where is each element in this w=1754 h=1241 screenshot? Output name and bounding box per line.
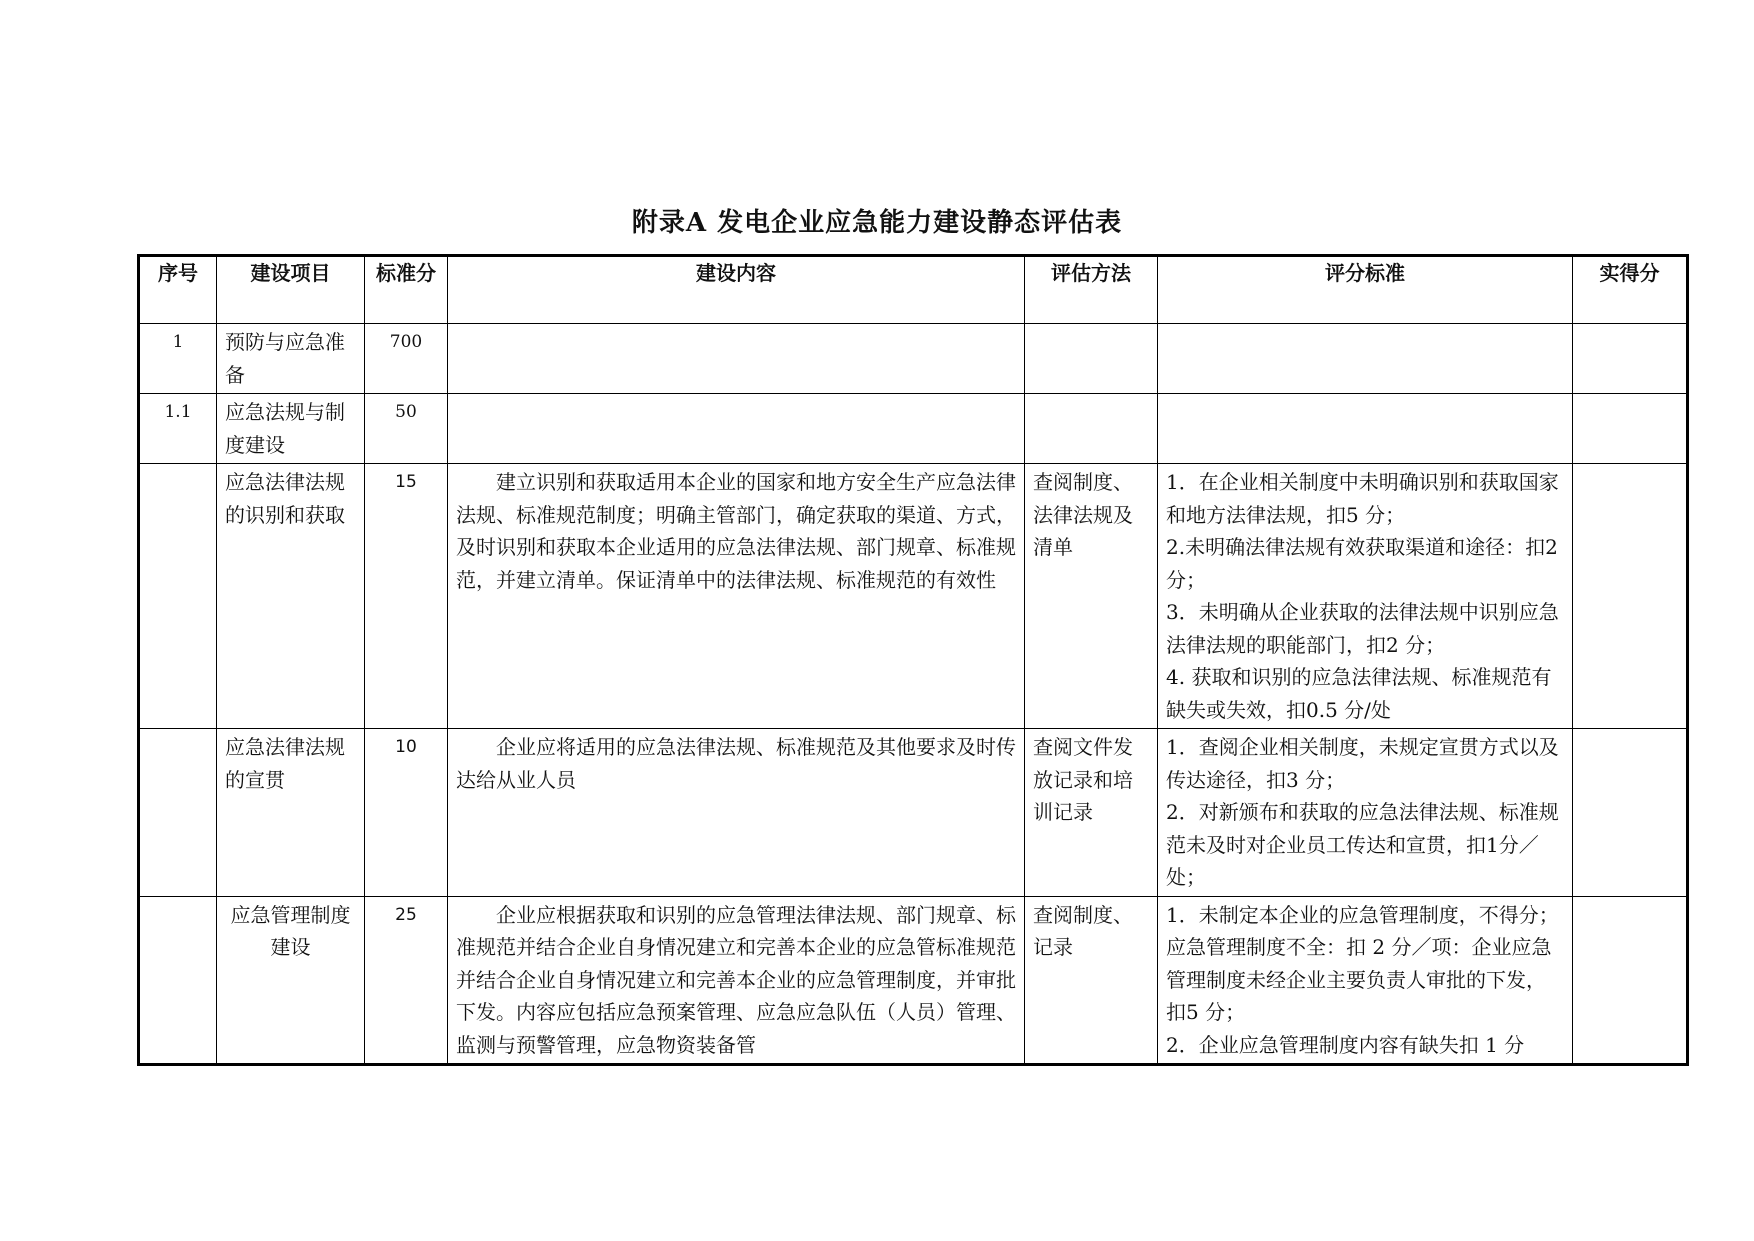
row-criteria: [1158, 464, 1573, 729]
criteria-line: 2.未明确法律法规有效获取渠道和途径：扣2 分；: [1166, 535, 1558, 592]
criteria-line: 2．对新颁布和获取的应急法律法规、标准规范未及时对企业员工传达和宣贯，扣1分／处；: [1166, 800, 1559, 889]
row-score: 50: [365, 394, 448, 464]
row-criteria: [1158, 394, 1573, 464]
row-item: 预防与应急准备: [217, 324, 365, 394]
row-content: [448, 394, 1025, 464]
row-method: 查阅制度、法律法规及清单: [1025, 464, 1158, 729]
row-method: [1025, 394, 1158, 464]
row-content: [448, 324, 1025, 394]
header-no: 序号: [139, 256, 217, 324]
row-actual: [1573, 464, 1688, 729]
header-method: 评估方法: [1025, 256, 1158, 324]
row-actual: [1573, 324, 1688, 394]
row-score: 700: [365, 324, 448, 394]
row-method: 查阅文件发放记录和培训记录: [1025, 729, 1158, 897]
criteria-line: 2．企业应急管理制度内容有缺失扣 1 分: [1166, 1032, 1525, 1057]
row-no: [139, 896, 217, 1065]
page-title: 附录A 发电企业应急能力建设静态评估表: [631, 208, 1123, 238]
row-item: 应急法律法规的识别和获取: [217, 464, 365, 729]
header-content: 建设内容: [448, 256, 1025, 324]
row-item: 应急管理制度建设: [217, 896, 365, 1065]
row-method: 查阅制度、记录: [1025, 896, 1158, 1065]
row-content: 企业应将适用的应急法律法规、标准规范及其他要求及时传达给从业人员: [448, 729, 1025, 897]
row-item: 应急法律法规的宣贯: [217, 729, 365, 897]
row-criteria: [1158, 896, 1573, 1065]
header-actual: 实得分: [1573, 256, 1688, 324]
row-score: 15: [365, 464, 448, 729]
criteria-line: 1．查阅企业相关制度，未规定宣贯方式以及传达途径，扣3 分；: [1166, 735, 1559, 792]
criteria-line: 4. 获取和识别的应急法律法规、标准规范有缺失或失效，扣0.5 分/处: [1166, 665, 1552, 722]
row-actual: [1573, 729, 1688, 897]
table-row: [139, 464, 1688, 729]
row-score: 10: [365, 729, 448, 897]
criteria-line: 1．在企业相关制度中未明确识别和获取国家和地方法律法规，扣5 分；: [1166, 470, 1559, 527]
row-actual: [1573, 896, 1688, 1065]
row-content: 建立识别和获取适用本企业的国家和地方安全生产应急法律法规、标准规范制度；明确主管部门，确定获取的渠道、方式，及时识别和获取本企业适用的应急法律法规、部门规章、标准规范，并建立清单。保证清单中的法律法规、标准规范的有效性: [448, 464, 1025, 729]
table-header-row: [139, 256, 1688, 324]
table-row: [139, 896, 1688, 1065]
row-criteria: [1158, 729, 1573, 897]
criteria-line: 1．未制定本企业的应急管理制度，不得分；应急管理制度不全：扣 2 分／项：企业应急管理制度未经企业主要负责人审批的下发，扣5 分；: [1166, 902, 1559, 1024]
table-row: [139, 729, 1688, 897]
row-criteria: [1158, 324, 1573, 394]
row-actual: [1573, 394, 1688, 464]
row-score: 25: [365, 896, 448, 1065]
row-no: 1.1: [139, 394, 217, 464]
table-row: [139, 394, 1688, 464]
header-item: 建设项目: [217, 256, 365, 324]
criteria-line: 3．未明确从企业获取的法律法规中识别应急法律法规的职能部门，扣2 分；: [1166, 600, 1559, 657]
row-content: 企业应根据获取和识别的应急管理法律法规、部门规章、标准规范并结合企业自身情况建立和完善本企业的应急管标准规范并结合企业自身情况建立和完善本企业的应急管理制度，并审批下发。内容应包括应急预案管理、应急应急队伍（人员）管理、监测与预警管理，应急物资装备管: [448, 896, 1025, 1065]
table-row: [139, 324, 1688, 394]
header-criteria: 评分标准: [1158, 256, 1573, 324]
row-method: [1025, 324, 1158, 394]
header-score: 标准分: [365, 256, 448, 324]
row-no: [139, 464, 217, 729]
row-no: 1: [139, 324, 217, 394]
row-no: [139, 729, 217, 897]
assessment-table: [137, 254, 1689, 1066]
row-item: 应急法规与制度建设: [217, 394, 365, 464]
